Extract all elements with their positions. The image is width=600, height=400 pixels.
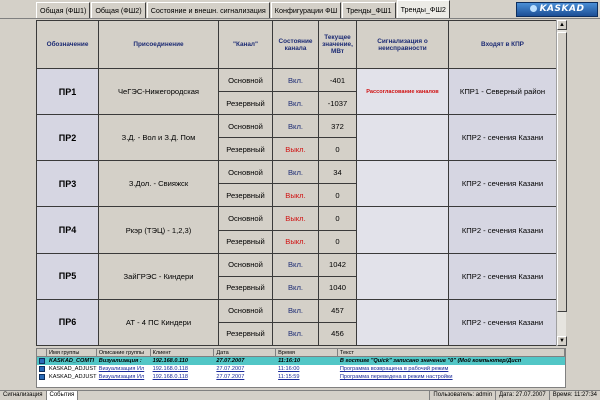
status-date: Дата: 27.07.2007 xyxy=(495,391,549,400)
log-client: 192.168.0.118 xyxy=(152,366,188,372)
scroll-down-arrow-icon[interactable]: ▼ xyxy=(557,336,567,346)
channel-reserve-state[interactable]: Вкл. xyxy=(273,92,319,115)
channel-reserve-value: 0 xyxy=(319,138,357,161)
log-header-desc[interactable]: Описание группы xyxy=(97,349,151,356)
table-row xyxy=(37,299,557,322)
scroll-thumb[interactable] xyxy=(557,32,567,312)
alarm-cell xyxy=(357,115,449,161)
vertical-scrollbar[interactable] xyxy=(556,20,566,346)
tab-general-fsh1[interactable]: Общая (ФШ1) xyxy=(36,2,90,18)
log-row-icon xyxy=(37,373,47,381)
channel-main-value: 0 xyxy=(319,207,357,230)
logo-text: KASKAD xyxy=(539,4,585,14)
channel-main-state[interactable]: Выкл. xyxy=(273,207,319,230)
channel-reserve-value: 0 xyxy=(319,184,357,207)
log-date: 27.07.2007 xyxy=(216,374,245,380)
channel-main-value: 457 xyxy=(319,299,357,322)
log-time: 11:15:59 xyxy=(278,374,300,380)
connection-name: З.Д. - Вол и З.Д. Пом xyxy=(99,115,219,161)
log-client: 192.168.0.118 xyxy=(152,374,188,380)
log-desc: Визуализация : xyxy=(98,358,142,364)
kpr-cell: КПР2 - сечения Казани xyxy=(449,299,557,345)
alarm-cell xyxy=(357,299,449,345)
table-row xyxy=(37,69,557,92)
log-header xyxy=(37,349,565,357)
log-group: KASKAD_ADJUST xyxy=(48,366,97,372)
channel-reserve-state[interactable]: Вкл. xyxy=(273,276,319,299)
channel-main-state[interactable]: Вкл. xyxy=(273,115,319,138)
channel-reserve-value: 456 xyxy=(319,322,357,345)
header-alarm: Сигнализация о неисправности xyxy=(357,21,449,69)
connection-name: ЗайГРЭС - Киндери xyxy=(99,253,219,299)
channel-reserve-label: Резервный xyxy=(219,322,273,345)
channel-main-value: 34 xyxy=(319,161,357,184)
log-text: В гостиге "Quick" записано значение "0" (Мой компьютер/Дисп xyxy=(339,358,522,364)
log-text: Программа возвращена в рабочий режим xyxy=(339,366,449,372)
alarm-cell xyxy=(357,253,449,299)
event-icon xyxy=(39,358,45,364)
channel-reserve-label: Резервный xyxy=(219,92,273,115)
log-row-icon xyxy=(37,365,47,373)
tab-state-signaling[interactable]: Состояние и внешн. сигнализация xyxy=(147,2,270,18)
log-row[interactable] xyxy=(37,373,565,381)
events-log xyxy=(36,348,566,388)
alarm-cell xyxy=(357,207,449,253)
connection-code: ПР1 xyxy=(37,69,99,115)
channel-main-label: Основной xyxy=(219,207,273,230)
kpr-cell: КПР2 - сечения Казани xyxy=(449,161,557,207)
log-time: 11:16:00 xyxy=(278,366,300,372)
header-code: Обозначение xyxy=(37,21,99,69)
connection-code: ПР3 xyxy=(37,161,99,207)
log-row-icon xyxy=(37,357,47,365)
channel-main-label: Основной xyxy=(219,115,273,138)
alarm-cell: Рассогласование каналов xyxy=(357,69,449,115)
connection-code: ПР5 xyxy=(37,253,99,299)
log-header-icon-col xyxy=(37,349,47,356)
log-date: 27.07.2007 xyxy=(216,358,245,364)
header-channel: "Канал" xyxy=(219,21,273,69)
log-date: 27.07.2007 xyxy=(216,366,245,372)
event-icon xyxy=(39,366,45,372)
kpr-cell: КПР2 - сечения Казани xyxy=(449,253,557,299)
log-header-text[interactable]: Текст xyxy=(338,349,565,356)
channel-reserve-value: 1040 xyxy=(319,276,357,299)
connection-name: Ркэр (ТЭЦ) - 1,2,3) xyxy=(99,207,219,253)
status-user: Пользователь: admin xyxy=(429,391,495,400)
channel-main-state[interactable]: Вкл. xyxy=(273,161,319,184)
connection-name: АТ - 4 ПС Киндери xyxy=(99,299,219,345)
log-header-date[interactable]: Дата xyxy=(214,349,276,356)
table-row xyxy=(37,253,557,276)
connection-name: ЧеГЭС-Нижегородская xyxy=(99,69,219,115)
log-header-time[interactable]: Время xyxy=(276,349,338,356)
channel-main-label: Основной xyxy=(219,161,273,184)
header-state: Состояние канала xyxy=(273,21,319,69)
channel-reserve-state[interactable]: Вкл. xyxy=(273,322,319,345)
bottom-tab-signaling[interactable]: Сигнализация xyxy=(0,391,47,400)
status-spacer xyxy=(78,391,429,400)
header-value: Текущее значение, МВт xyxy=(319,21,357,69)
table-row xyxy=(37,161,557,184)
log-group: KASKAD_COMTI xyxy=(48,358,95,364)
channel-reserve-state[interactable]: Выкл. xyxy=(273,184,319,207)
left-margin xyxy=(0,20,36,390)
tab-trends-fsh2[interactable]: Тренды_ФШ2 xyxy=(397,0,450,18)
log-group: KASKAD_ADJUST xyxy=(48,374,97,380)
header-connection: Присоединение xyxy=(99,21,219,69)
bottom-tab-events[interactable]: События xyxy=(47,391,79,400)
log-client: 192.168.0.110 xyxy=(152,358,188,364)
connection-code: ПР2 xyxy=(37,115,99,161)
log-desc: Визуализация Ил xyxy=(98,366,145,372)
channel-main-state[interactable]: Вкл. xyxy=(273,299,319,322)
channel-reserve-state[interactable]: Выкл. xyxy=(273,138,319,161)
table-row xyxy=(37,115,557,138)
log-row[interactable] xyxy=(37,365,565,373)
scroll-up-arrow-icon[interactable]: ▲ xyxy=(557,20,567,30)
channel-main-state[interactable]: Вкл. xyxy=(273,253,319,276)
channel-reserve-label: Резервный xyxy=(219,138,273,161)
channel-main-value: -401 xyxy=(319,69,357,92)
channel-reserve-label: Резервный xyxy=(219,276,273,299)
connection-name: З.Дол. - Свияжск xyxy=(99,161,219,207)
tab-trends-fsh1[interactable]: Тренды_ФШ1 xyxy=(342,2,395,18)
kaskad-logo xyxy=(516,2,598,17)
tab-configurations[interactable]: Конфигурации ФШ xyxy=(271,2,341,18)
log-header-client[interactable]: Клиент xyxy=(151,349,215,356)
channel-main-label: Основной xyxy=(219,69,273,92)
kpr-cell: КПР2 - сечения Казани xyxy=(449,207,557,253)
channel-main-label: Основной xyxy=(219,299,273,322)
kpr-cell: КПР1 - Северный район xyxy=(449,69,557,115)
channel-reserve-state[interactable]: Выкл. xyxy=(273,230,319,253)
channel-reserve-value: 0 xyxy=(319,230,357,253)
alarm-cell xyxy=(357,161,449,207)
log-time: 11:16:10 xyxy=(278,358,301,364)
channel-reserve-label: Резервный xyxy=(219,184,273,207)
log-text: Программа переведена в режим настройки xyxy=(339,374,453,380)
tab-general-fsh2[interactable]: Общая (ФШ2) xyxy=(91,2,145,18)
channel-main-state[interactable]: Вкл. xyxy=(273,69,319,92)
kpr-cell: КПР2 - сечения Казани xyxy=(449,115,557,161)
table-row xyxy=(37,207,557,230)
channels-table-panel xyxy=(36,20,556,346)
channel-reserve-value: -1037 xyxy=(319,92,357,115)
connection-code: ПР6 xyxy=(37,299,99,345)
status-bar xyxy=(0,390,600,400)
log-header-group[interactable]: Имя группы xyxy=(47,349,97,356)
channel-main-value: 372 xyxy=(319,115,357,138)
top-tab-bar xyxy=(0,0,600,19)
connection-code: ПР4 xyxy=(37,207,99,253)
channel-main-value: 1042 xyxy=(319,253,357,276)
header-kpr: Входят в КПР xyxy=(449,21,557,69)
logo-icon xyxy=(530,5,537,12)
channel-reserve-label: Резервный xyxy=(219,230,273,253)
status-time: Время: 11:27:34 xyxy=(549,391,600,400)
event-icon xyxy=(39,374,45,380)
channels-table xyxy=(36,20,557,346)
log-desc: Визуализация Ил xyxy=(98,374,145,380)
log-row[interactable] xyxy=(37,357,565,365)
channel-main-label: Основной xyxy=(219,253,273,276)
